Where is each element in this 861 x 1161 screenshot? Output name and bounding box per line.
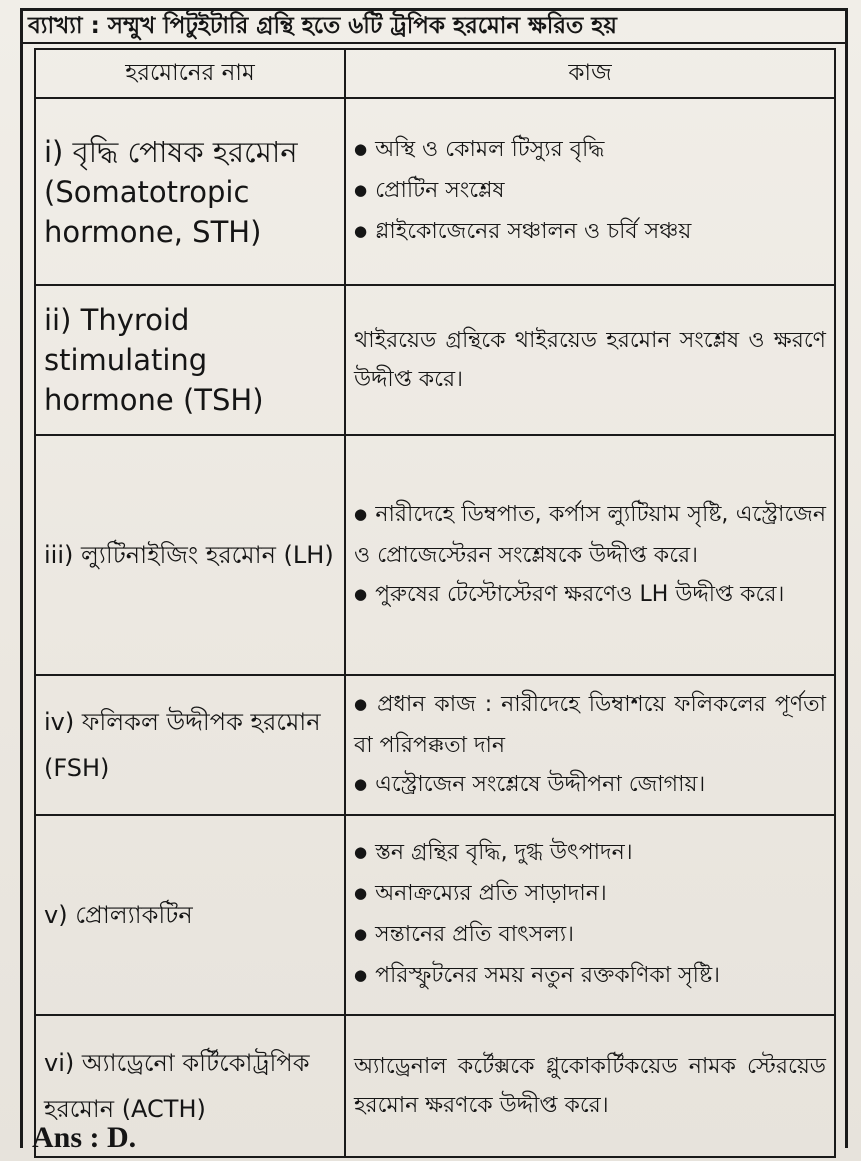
hormone-name: iii) ল্যুটিনাইজিং হরমোন (LH) bbox=[35, 435, 345, 675]
function-item: ● পরিস্ফুটনের সময় নতুন রক্তকণিকা সৃষ্টি। bbox=[354, 956, 826, 997]
function-item: ● অস্থি ও কোমল টিস্যুর বৃদ্ধি bbox=[354, 130, 826, 171]
hormone-description: থাইরয়েড গ্রন্থিকে থাইরয়েড হরমোন সংশ্লেষ ও ক্ষরণে উদ্দীপ্ত করে। bbox=[345, 285, 835, 435]
function-item: ● নারীদেহে ডিম্বপাত, কর্পাস ল্যুটিয়াম সৃষ্টি, এস্ট্রোজেন ও প্রোজেস্টেরন সংশ্লেষকে উদ্দীপ্ত করে। bbox=[354, 495, 826, 575]
hormone-functions bbox=[345, 435, 835, 675]
hormone-name: vi) অ্যাড্রেনো কর্টিকোট্রপিক হরমোন (ACTH) bbox=[35, 1015, 345, 1157]
hormone-name: iv) ফলিকল উদ্দীপক হরমোন (FSH) bbox=[35, 675, 345, 815]
table-row bbox=[35, 675, 835, 815]
hormone-name: v) প্রোল্যাকটিন bbox=[35, 815, 345, 1015]
table-row bbox=[35, 285, 835, 435]
table-row bbox=[35, 435, 835, 675]
hormone-table bbox=[34, 48, 836, 1158]
table-header-row bbox=[35, 49, 835, 98]
answer-label: Ans : D. bbox=[32, 1121, 137, 1154]
column-header-name: হরমোনের নাম bbox=[35, 49, 345, 98]
function-item: ● পুরুষের টেস্টোস্টেরণ ক্ষরণেও LH উদ্দীপ্ত করে। bbox=[354, 575, 826, 616]
function-item: ● এস্ট্রোজেন সংশ্লেষে উদ্দীপনা জোগায়। bbox=[354, 765, 826, 806]
explanation-heading: ব্যাখ্যা : সম্মুখ পিটুইটারি গ্রন্থি হতে ৬টি ট্রপিক হরমোন ক্ষরিত হয় bbox=[20, 8, 848, 44]
table-row bbox=[35, 1015, 835, 1157]
function-item: ● অনাক্রম্যের প্রতি সাড়াদান। bbox=[354, 874, 826, 915]
function-item: ● গ্লাইকোজেনের সঞ্চালন ও চর্বি সঞ্চয় bbox=[354, 212, 826, 253]
hormone-functions bbox=[345, 98, 835, 285]
hormone-description: অ্যাড্রেনাল কর্টেক্সকে গ্লুকোকর্টিকয়েড নামক স্টেরয়েড হরমোন ক্ষরণকে উদ্দীপ্ত করে। bbox=[345, 1015, 835, 1157]
function-item: ● সন্তানের প্রতি বাৎসল্য। bbox=[354, 915, 826, 956]
function-item: ● স্তন গ্রন্থির বৃদ্ধি, দুগ্ধ উৎপাদন। bbox=[354, 833, 826, 874]
column-header-function: কাজ bbox=[345, 49, 835, 98]
hormone-functions bbox=[345, 675, 835, 815]
hormone-name: i) বৃদ্ধি পোষক হরমোন (Somatotropic hormone, STH) bbox=[35, 98, 345, 285]
hormone-functions bbox=[345, 815, 835, 1015]
function-item: ● প্রোটিন সংশ্লেষ bbox=[354, 171, 826, 212]
table-row bbox=[35, 815, 835, 1015]
hormone-name: ii) Thyroid stimulating hormone (TSH) bbox=[35, 285, 345, 435]
function-item: ● প্রধান কাজ : নারীদেহে ডিম্বাশয়ে ফলিকলের পূর্ণতা বা পরিপক্কতা দান bbox=[354, 685, 826, 765]
table-row bbox=[35, 98, 835, 285]
